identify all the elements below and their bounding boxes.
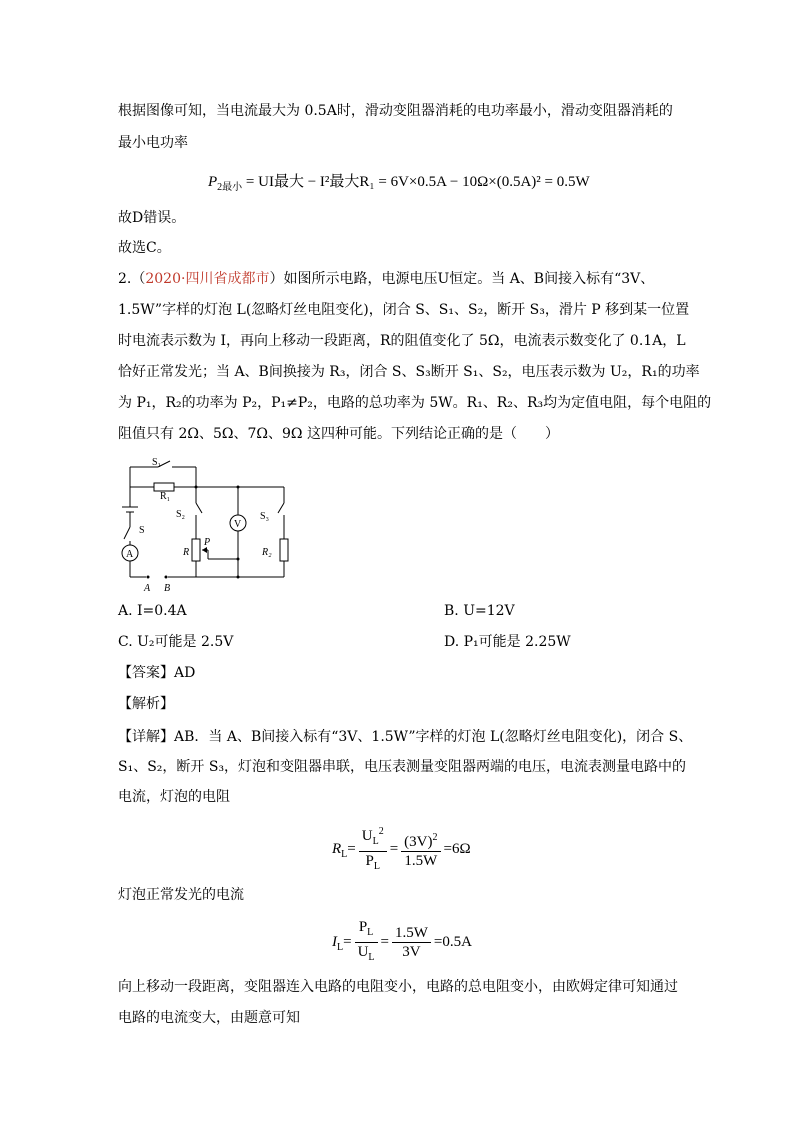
analysis-label: 【解析】 <box>118 696 174 712</box>
label-s: S <box>139 525 145 536</box>
label-r: R <box>183 547 190 558</box>
label-ammeter: A <box>126 549 134 560</box>
label-s3: S₃ <box>260 511 270 522</box>
answer-line: 【答案】AD <box>118 665 196 681</box>
formula-lamp-current: $I_L=$ $\frac{P_L}{U_L}$ = $\frac{1.5W}{3V}$ =0.5A <box>332 919 472 963</box>
question-line: 为 P₁，R₂的功率为 P₂，P₁≠P₂，电路的总功率为 5W。R₁、R₂、R₃均为定值电阻，每个电阻的 <box>118 395 712 411</box>
option-a: A. I=0.4A <box>118 603 187 619</box>
question-line: 1.5W”字样的灯泡 L(忽略灯丝电阻变化)，闭合 S、S₁、S₂，断开 S₃，滑片 P 移到某一位置 <box>118 302 690 318</box>
option-c: C. U₂可能是 2.5V <box>118 634 234 650</box>
detail-line: S₁、S₂，断开 S₃，灯泡和变阻器串联，电压表测量变阻器两端的电压，电流表测量电路中的 <box>118 759 687 775</box>
question-line: 恰好正常发光；当 A、B间换接为 R₃，闭合 S、S₃断开 S₁、S₂，电压表示数为 U₂，R₁的功率 <box>118 364 700 380</box>
paragraph-line: 故选C。 <box>118 240 171 256</box>
paragraph-line: 灯泡正常发光的电流 <box>118 887 244 903</box>
label-p: P <box>204 537 211 548</box>
paragraph-line: 根据图像可知，当电流最大为 0.5A时，滑动变阻器消耗的电功率最小，滑动变阻器消耗的 <box>118 103 673 119</box>
question-source: 2020·四川省成都市 <box>145 271 270 287</box>
paragraph-line: 向上移动一段距离，变阻器连入电路的电阻变小，电路的总电阻变小，由欧姆定律可知通过 <box>118 979 678 995</box>
paragraph-line: 电路的电流变大，由题意可知 <box>118 1010 300 1026</box>
label-s1: S₁ <box>152 457 162 468</box>
label-a: A <box>144 583 151 594</box>
option-d: D. P₁可能是 2.25W <box>444 634 571 650</box>
paragraph-line: 最小电功率 <box>118 135 188 151</box>
detail-line: 【详解】AB．当 A、B间接入标有“3V、1.5W”字样的灯泡 L(忽略灯丝电阻变化)，闭合 S、 <box>118 729 693 745</box>
paragraph-line: 故D错误。 <box>118 210 186 226</box>
formula-lamp-resistance: $R_L=$ $\frac{U_L^2}{P_L}$ = $\frac{(3V)^2}{1.5W}$ =6Ω <box>332 823 471 876</box>
question-line: 时电流表示数为 I，再向上移动一段距离，R的阻值变化了 5Ω，电流表示数变化了 0.1A，L <box>118 333 686 349</box>
question-line: 2.（2020·四川省成都市）如图所示电路，电源电压U恒定。当 A、B间接入标有“3V、 <box>118 271 655 287</box>
formula-min-power: $P_{2最小}$ = UI最大 − I²最大R₁ = 6V×0.5A − 10Ω×(0.5A)² = 0.5W <box>208 174 590 193</box>
label-r1: R₁ <box>160 491 171 502</box>
label-voltmeter: V <box>234 519 242 530</box>
label-r2: R₂ <box>262 547 272 558</box>
circuit-diagram <box>112 455 302 595</box>
option-b: B. U=12V <box>444 603 515 619</box>
question-line: 阻值只有 2Ω、5Ω、7Ω、9Ω 这四种可能。下列结论正确的是（ ） <box>118 426 559 442</box>
label-b: B <box>164 583 171 594</box>
label-s2: S₂ <box>176 509 186 520</box>
detail-line: 电流，灯泡的电阻 <box>118 789 230 805</box>
